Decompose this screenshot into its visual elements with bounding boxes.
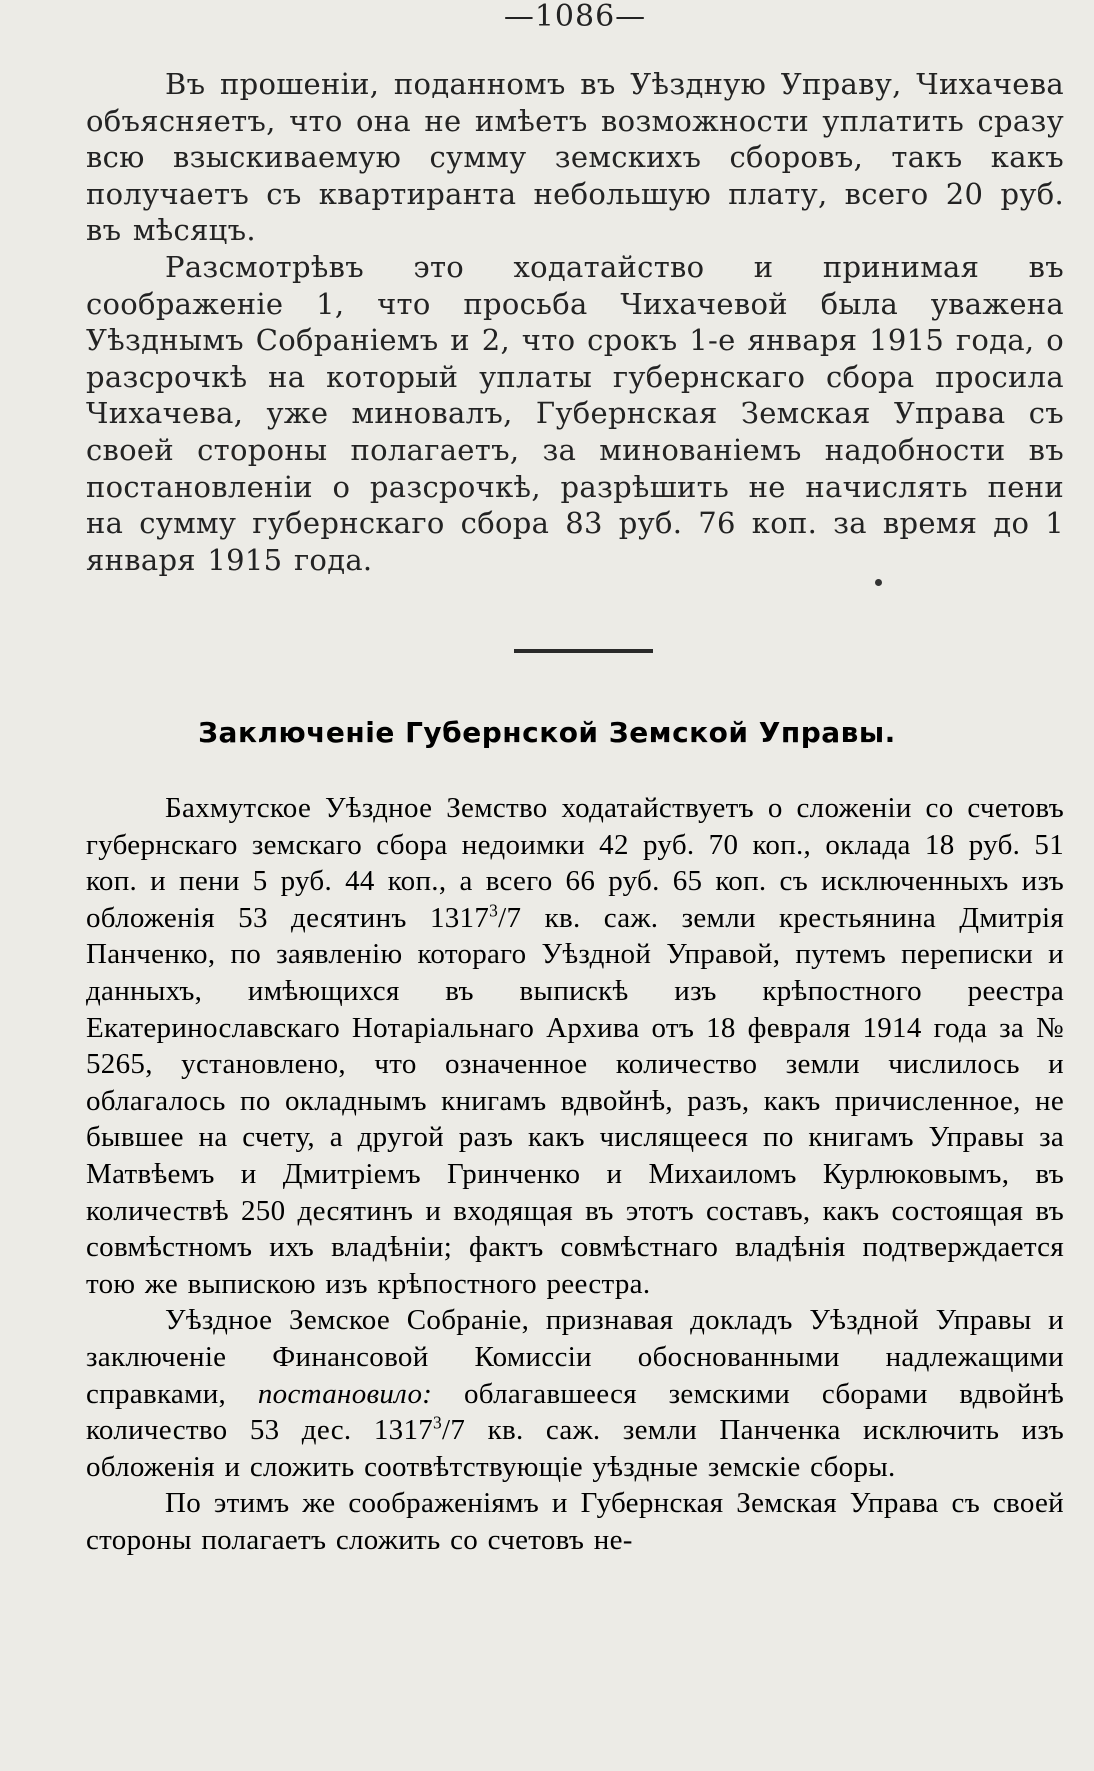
paragraph-bakhmut-petition: [86, 790, 1064, 1302]
paragraph-review: Разсмотрѣвъ это ходатайство и принимая въ соображеніе 1, что просьба Чихачевой была уважена Уѣзднымъ Собраніемъ и 2, что срокъ 1-е января 1915 года, о разсрочкѣ на который уплаты губернскаго сбора просила Чихачева, уже миновалъ, Губернская Земская Управа съ своей стороны полагаетъ, за минованіемъ надобности въ постановленіи о разсрочкѣ, разрѣшить не начислять пени на сумму губернскаго сбора 83 руб. 76 коп. за время до 1 января 1915 года.: [86, 249, 1064, 577]
fraction-numerator: 3: [433, 1412, 443, 1433]
text-run: облагавшееся земскими сборами вдвойнѣ количество 53 дес. 1317: [86, 1377, 1064, 1447]
section-body: [86, 790, 1064, 1558]
paragraph-assembly-resolution: [86, 1302, 1064, 1485]
bullet-mark: [875, 579, 882, 586]
page-number: —1086—: [503, 0, 647, 34]
paragraph-provincial-opinion: По этимъ же соображеніямъ и Губернская Земская Управа съ своей стороны полагаетъ сложить со счетовъ не-: [86, 1487, 1064, 1556]
text-run: кв. саж. земли Панченка исключить изъ обложенія и сложить соотвѣтствующіе уѣздные земскіе сборы.: [86, 1414, 1064, 1483]
fraction-denominator: /7: [498, 901, 522, 934]
text-run: Бахмутское Уѣздное Земство ходатайствуетъ о сложеніи со счетовъ губернскаго земскаго сбора недоимки 42 руб. 70 коп., оклада 18 руб. 51 коп. и пени 5 руб. 44 коп., а всего 66 руб. 65 коп. съ исключенныхъ изъ обложенія 53 десятинъ 1317: [86, 792, 1064, 934]
text-run: кв. саж. земли крестьянина Дмитрія Панченко, по заявленію котораго Уѣздной Управой, путемъ переписки и данныхъ, имѣющихся въ выпискѣ изъ крѣпостного реестра Екатеринославскаго Нотаріальнаго Архива отъ 18 февраля 1914 года за № 5265, установлено, что означенное количество земли числилось и облагалось по окладнымъ книгамъ вдвойнѣ, разъ, какъ причисленное, не бывшее на счету, а другой разъ какъ числящееся по книгамъ Управы за Матвѣемъ и Дмитріемъ Гринченко и Михаиломъ Курлюковымъ, въ количествѣ 250 десятинъ и входящая въ этотъ составъ, какъ состоящая въ совмѣстномъ ихъ владѣніи; фактъ совмѣстнаго владѣнія подтверждается тою же выпискою изъ крѣпостного реестра.: [86, 901, 1064, 1300]
italic-resolved: постановило:: [257, 1377, 433, 1410]
fraction-denominator: /7: [442, 1414, 466, 1447]
text-run: Уѣздное Земское Собраніе, признавая докладъ Уѣздной Управы и заключеніе Финансовой Комиссіи обоснованными надлежащими справками,: [86, 1304, 1064, 1410]
paragraph-petition: Въ прошеніи, поданномъ въ Уѣздную Управу, Чихачева объясняетъ, что она не имѣетъ возможности уплатить сразу всю взыскиваемую сумму земскихъ сборовъ, такъ какъ получаетъ съ квартиранта небольшую плату, всего 20 руб. въ мѣсяцъ.: [86, 67, 1064, 248]
section-divider: [514, 649, 653, 653]
fraction-numerator: 3: [489, 900, 499, 921]
section-heading: Заключеніе Губернской Земской Управы.: [198, 716, 896, 749]
